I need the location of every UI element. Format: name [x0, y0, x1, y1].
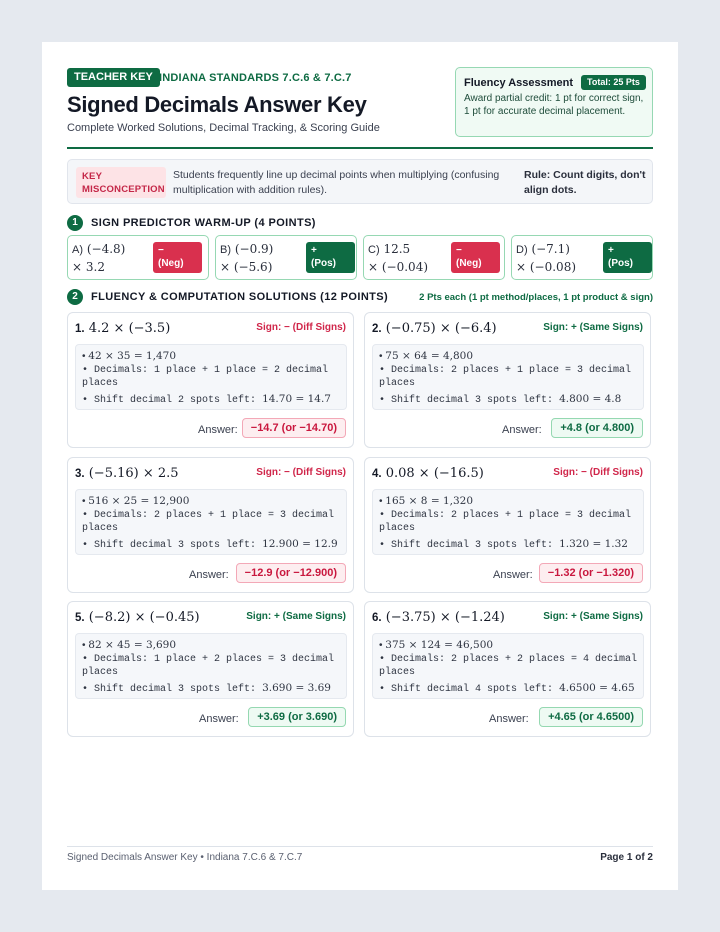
page-number: Page 1 of 2 [600, 852, 653, 863]
work-step-decimals: • Decimals: 2 places + 1 place = 3 decimal places [379, 510, 632, 534]
problem-expression: 4. 0.08 × (−16.5) [372, 466, 484, 481]
sign-badge-neg: − (Neg) [451, 242, 500, 273]
work-step-product: • 42 × 35 = 1,470 [82, 350, 177, 362]
sign-predictor-expression: A) (−4.8) × 3.2 [72, 242, 126, 274]
section-1-number: 1 [67, 215, 83, 231]
section-2-number: 2 [67, 289, 83, 305]
standards-label: INDIANA STANDARDS 7.C.6 & 7.C.7 [159, 72, 352, 84]
section-1-title: SIGN PREDICTOR WARM-UP (4 POINTS) [91, 217, 316, 229]
worked-solution [372, 344, 644, 410]
answer-label: Answer: [489, 713, 529, 725]
work-step-shift: • Shift decimal 3 spots left: 12.900 = 12.9 [82, 538, 338, 551]
sign-badge-pos: + (Pos) [603, 242, 652, 273]
work-step-decimals: • Decimals: 2 places + 2 places = 4 decimal places [379, 654, 638, 678]
sign-badge-pos: + (Pos) [306, 242, 355, 273]
answer-label: Answer: [198, 424, 238, 436]
problem-card-6 [364, 601, 651, 737]
sign-predictor-expression: C) 12.5 × (−0.04) [368, 242, 429, 274]
work-step-shift: • Shift decimal 3 spots left: 4.800 = 4.8 [379, 393, 622, 406]
sign-predictor-card-a [67, 235, 209, 280]
sign-rule: Sign: − (Diff Signs) [256, 322, 346, 333]
problem-card-5 [67, 601, 354, 737]
work-step-shift: • Shift decimal 4 spots left: 4.6500 = 4.65 [379, 682, 635, 695]
problem-card-3 [67, 457, 354, 593]
page-title: Signed Decimals Answer Key [67, 92, 367, 117]
worked-solution [75, 633, 347, 699]
total-points-badge: Total: 25 Pts [581, 75, 646, 90]
sign-rule: Sign: + (Same Signs) [543, 322, 643, 333]
misconception-label [76, 167, 166, 198]
header-divider [67, 147, 653, 149]
sign-predictor-card-d [511, 235, 653, 280]
worked-solution [372, 633, 644, 699]
worksheet-page [42, 42, 678, 890]
answer-label: Answer: [199, 713, 239, 725]
work-step-product: • 82 × 45 = 3,690 [82, 639, 177, 651]
sign-predictor-expression: B) (−0.9) × (−5.6) [220, 242, 274, 274]
sign-predictor-card-c [363, 235, 505, 280]
work-step-shift: • Shift decimal 2 spots left: 14.70 = 14.7 [82, 393, 331, 406]
misconception-text: Students frequently line up decimal points when multiplying (confusing multiplication with addition rules). [173, 169, 500, 196]
sign-rule: Sign: + (Same Signs) [543, 611, 643, 622]
work-step-product: • 75 × 64 = 4,800 [379, 350, 474, 362]
answer-value: +3.69 (or 3.690) [248, 707, 346, 727]
problem-expression: 5. (−8.2) × (−0.45) [75, 610, 200, 625]
worked-solution [75, 344, 347, 410]
misconception-label-line2: MISCONCEPTION [82, 184, 165, 195]
answer-label: Answer: [502, 424, 542, 436]
work-step-decimals: • Decimals: 1 place + 2 places = 3 decimal places [82, 654, 335, 678]
problem-expression: 6. (−3.75) × (−1.24) [372, 610, 505, 625]
work-step-decimals: • Decimals: 2 places + 1 place = 3 decimal places [379, 365, 632, 389]
answer-label: Answer: [189, 569, 229, 581]
misconception-box [67, 159, 653, 204]
answer-value: +4.65 (or 4.6500) [539, 707, 643, 727]
answer-value: −1.32 (or −1.320) [539, 563, 643, 583]
work-step-product: • 516 × 25 = 12,900 [82, 495, 190, 507]
worked-solution [372, 489, 644, 555]
problem-expression: 1. 4.2 × (−3.5) [75, 321, 171, 336]
section-2-scoring: 2 Pts each (1 pt method/places, 1 pt product & sign) [419, 292, 653, 303]
sign-rule: Sign: − (Diff Signs) [553, 467, 643, 478]
work-step-decimals: • Decimals: 2 places + 1 place = 3 decimal places [82, 510, 335, 534]
worked-solution [75, 489, 347, 555]
sign-badge-neg: − (Neg) [153, 242, 202, 273]
work-step-shift: • Shift decimal 3 spots left: 3.690 = 3.69 [82, 682, 331, 695]
problem-expression: 3. (−5.16) × 2.5 [75, 466, 179, 481]
answer-value: −14.7 (or −14.70) [242, 418, 346, 438]
problem-card-1 [67, 312, 354, 448]
sign-predictor-card-b [215, 235, 357, 280]
section-2-title: FLUENCY & COMPUTATION SOLUTIONS (12 POINTS) [91, 291, 389, 303]
sign-rule: Sign: + (Same Signs) [246, 611, 346, 622]
fluency-assessment-box [455, 67, 653, 137]
sign-predictor-expression: D) (−7.1) × (−0.08) [516, 242, 577, 274]
work-step-product: • 375 × 124 = 46,500 [379, 639, 494, 651]
answer-value: −12.9 (or −12.900) [236, 563, 346, 583]
teacher-key-badge: TEACHER KEY [67, 68, 160, 87]
misconception-label-line1: KEY [82, 171, 103, 182]
footer-divider [67, 846, 653, 847]
misconception-rule: Rule: Count digits, don't align dots. [524, 169, 646, 196]
problem-card-4 [364, 457, 651, 593]
page-subtitle: Complete Worked Solutions, Decimal Tracking, & Scoring Guide [67, 122, 380, 134]
problem-expression: 2. (−0.75) × (−6.4) [372, 321, 497, 336]
work-step-shift: • Shift decimal 3 spots left: 1.320 = 1.32 [379, 538, 628, 551]
fluency-description: Award partial credit: 1 pt for correct sign, 1 pt for accurate decimal placement. [464, 93, 644, 117]
answer-label: Answer: [493, 569, 533, 581]
problem-card-2 [364, 312, 651, 448]
work-step-product: • 165 × 8 = 1,320 [379, 495, 474, 507]
work-step-decimals: • Decimals: 1 place + 1 place = 2 decimal places [82, 365, 329, 389]
sign-rule: Sign: − (Diff Signs) [256, 467, 346, 478]
footer-title: Signed Decimals Answer Key • Indiana 7.C.6 & 7.C.7 [67, 852, 303, 863]
fluency-title: Fluency Assessment [464, 77, 574, 89]
answer-value: +4.8 (or 4.800) [551, 418, 643, 438]
